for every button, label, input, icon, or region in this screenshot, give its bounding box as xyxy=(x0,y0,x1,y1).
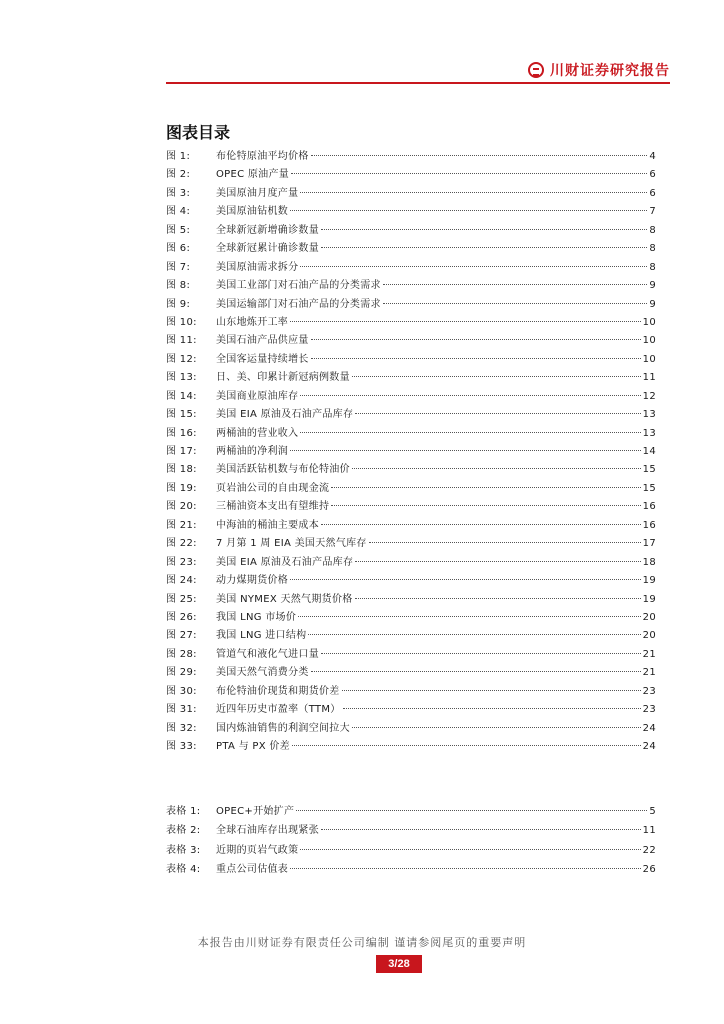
toc-entry-title: 三桶油资本支出有望维持 xyxy=(216,501,330,513)
tables-list xyxy=(166,803,656,881)
toc-entry-label: 图 20: xyxy=(166,501,197,513)
toc-entry-page: 6 xyxy=(649,187,656,199)
toc-entry-page: 9 xyxy=(649,298,656,310)
toc-entry-page: 5 xyxy=(649,806,656,817)
toc-leader xyxy=(355,413,640,414)
toc-entry[interactable] xyxy=(166,351,656,369)
toc-entry[interactable] xyxy=(166,388,656,406)
toc-entry[interactable] xyxy=(166,296,656,314)
toc-leader xyxy=(300,266,647,267)
page-header xyxy=(166,58,670,84)
toc-entry-title: 管道气和液化气进口量 xyxy=(216,648,319,660)
toc-entry-title: 日、美、印累计新冠病例数量 xyxy=(216,372,350,384)
toc-entry-label: 图 33: xyxy=(166,741,197,752)
toc-leader xyxy=(300,192,647,193)
toc-entry-page: 23 xyxy=(642,685,656,697)
toc-entry-title: 近四年历史市盈率（TTM） xyxy=(216,704,341,716)
toc-entry-label: 图 6: xyxy=(166,243,191,255)
figures-list xyxy=(166,148,656,756)
toc-leader xyxy=(311,339,641,340)
toc-entry-label: 图 12: xyxy=(166,353,197,365)
toc-entry[interactable] xyxy=(166,480,656,498)
toc-entry-label: 表格 4: xyxy=(166,864,201,876)
toc-entry-label: 图 16: xyxy=(166,427,197,439)
toc-entry-page: 17 xyxy=(642,538,656,550)
toc-leader xyxy=(352,376,641,377)
toc-title: 图表目录 xyxy=(166,123,231,142)
toc-leader xyxy=(290,210,647,211)
toc-entry-page: 24 xyxy=(642,722,656,734)
toc-leader xyxy=(300,395,640,396)
toc-entry[interactable] xyxy=(166,222,656,240)
toc-entry-page: 8 xyxy=(649,224,656,236)
toc-entry-page: 4 xyxy=(649,151,656,162)
toc-entry-label: 图 28: xyxy=(166,648,197,660)
toc-leader xyxy=(292,745,641,746)
toc-leader xyxy=(291,173,647,174)
toc-entry-label: 表格 3: xyxy=(166,844,201,856)
toc-leader xyxy=(352,468,641,469)
toc-entry-label: 图 11: xyxy=(166,335,197,347)
toc-entry-title: 重点公司估值表 xyxy=(216,864,289,876)
toc-entry-page: 13 xyxy=(642,427,656,439)
toc-entry-title: 布伦特油价现货和期货价差 xyxy=(216,685,340,697)
toc-entry-title: 山东地炼开工率 xyxy=(216,316,289,328)
toc-entry[interactable] xyxy=(166,148,656,166)
header-divider xyxy=(166,82,670,84)
toc-leader xyxy=(331,487,640,488)
toc-leader xyxy=(321,229,647,230)
toc-entry[interactable] xyxy=(166,842,656,861)
toc-entry-label: 图 21: xyxy=(166,519,197,531)
toc-entry-label: 图 5: xyxy=(166,224,191,236)
toc-entry-title: 中海油的桶油主要成本 xyxy=(216,519,319,531)
toc-leader xyxy=(290,868,641,869)
toc-entry-label: 图 9: xyxy=(166,298,191,310)
toc-entry-label: 图 1: xyxy=(166,151,191,162)
toc-entry-label: 图 19: xyxy=(166,482,197,494)
toc-entry-label: 图 32: xyxy=(166,722,197,734)
footer-disclaimer: 本报告由川财证券有限责任公司编制 谨请参阅尾页的重要声明 xyxy=(197,936,527,949)
toc-entry-title: 国内炼油销售的利润空间拉大 xyxy=(216,722,350,734)
toc-leader xyxy=(383,284,648,285)
toc-entry[interactable] xyxy=(166,822,656,841)
toc-entry-title: 动力煤期货价格 xyxy=(216,575,289,587)
toc-entry[interactable] xyxy=(166,627,656,645)
toc-leader xyxy=(290,579,641,580)
toc-entry-page: 9 xyxy=(649,280,656,292)
toc-entry-title: 全球石油库存出现紧张 xyxy=(216,825,319,837)
toc-entry-page: 10 xyxy=(642,316,656,328)
toc-entry[interactable] xyxy=(166,861,656,880)
toc-entry-label: 图 15: xyxy=(166,409,197,421)
toc-leader xyxy=(290,450,641,451)
toc-entry[interactable] xyxy=(166,591,656,609)
toc-entry-page: 20 xyxy=(642,630,656,642)
toc-entry-page: 16 xyxy=(642,519,656,531)
toc-entry[interactable] xyxy=(166,425,656,443)
toc-entry[interactable] xyxy=(166,259,656,277)
toc-leader xyxy=(352,727,641,728)
toc-entry-label: 图 3: xyxy=(166,187,191,199)
toc-entry-label: 图 18: xyxy=(166,464,197,476)
toc-entry-label: 图 25: xyxy=(166,593,197,605)
toc-leader xyxy=(383,303,648,304)
toc-entry[interactable] xyxy=(166,240,656,258)
toc-entry-title: OPEC+开始扩产 xyxy=(216,806,295,817)
toc-entry[interactable] xyxy=(166,166,656,184)
toc-entry[interactable] xyxy=(166,609,656,627)
toc-entry-label: 图 7: xyxy=(166,261,191,273)
toc-entry-title: 全球新冠新增确诊数量 xyxy=(216,224,319,236)
toc-entry[interactable] xyxy=(166,185,656,203)
toc-entry-title: PTA 与 PX 价差 xyxy=(216,741,290,752)
toc-entry[interactable] xyxy=(166,406,656,424)
toc-entry-title: 全国客运量持续增长 xyxy=(216,353,309,365)
toc-entry-title: 两桶油的净利润 xyxy=(216,446,289,457)
toc-leader xyxy=(300,432,640,433)
toc-leader xyxy=(300,849,640,850)
toc-entry-title: 美国活跃钻机数与布伦特油价 xyxy=(216,464,350,476)
toc-entry-page: 24 xyxy=(642,741,656,752)
toc-entry-page: 11 xyxy=(642,372,656,384)
toc-leader xyxy=(296,810,647,811)
toc-entry-title: 近期的页岩气政策 xyxy=(216,844,299,856)
toc-entry-label: 图 14: xyxy=(166,390,197,402)
toc-entry-page: 19 xyxy=(642,593,656,605)
toc-entry-label: 图 13: xyxy=(166,372,197,384)
toc-entry[interactable] xyxy=(166,203,656,221)
toc-entry-title: 布伦特原油平均价格 xyxy=(216,151,309,162)
brand-logo-icon xyxy=(528,62,544,78)
toc-entry-title: 全球新冠累计确诊数量 xyxy=(216,243,319,255)
toc-entry-label: 图 2: xyxy=(166,169,191,181)
toc-entry-page: 8 xyxy=(649,243,656,255)
toc-leader xyxy=(331,505,640,506)
toc-leader xyxy=(308,634,640,635)
toc-entry-label: 图 31: xyxy=(166,704,197,716)
toc-entry-title: 美国原油钻机数 xyxy=(216,206,289,218)
toc-entry-page: 8 xyxy=(649,261,656,273)
toc-entry-page: 12 xyxy=(642,390,656,402)
toc-entry-page: 18 xyxy=(642,556,656,568)
toc-leader xyxy=(321,247,647,248)
toc-entry-label: 图 8: xyxy=(166,280,191,292)
toc-entry-page: 26 xyxy=(642,864,656,876)
toc-entry-title: OPEC 原油产量 xyxy=(216,169,290,181)
toc-entry-label: 表格 1: xyxy=(166,806,201,817)
toc-entry[interactable] xyxy=(166,572,656,590)
page-indicator: 3/28 xyxy=(376,955,422,973)
toc-entry-title: 美国 EIA 原油及石油产品库存 xyxy=(216,409,354,421)
toc-entry-title: 我国 LNG 进口结构 xyxy=(216,630,307,642)
brand xyxy=(528,60,670,80)
toc-leader xyxy=(343,708,641,709)
toc-leader xyxy=(321,524,641,525)
toc-entry[interactable] xyxy=(166,738,656,756)
toc-entry[interactable] xyxy=(166,461,656,479)
toc-entry-label: 图 29: xyxy=(166,667,197,679)
toc-leader xyxy=(311,155,648,156)
toc-entry-title: 美国原油需求拆分 xyxy=(216,261,299,273)
toc-leader xyxy=(342,690,641,691)
toc-entry-title: 美国运输部门对石油产品的分类需求 xyxy=(216,298,381,310)
toc-entry[interactable] xyxy=(166,498,656,516)
toc-entry-label: 图 17: xyxy=(166,446,197,457)
toc-leader xyxy=(355,561,640,562)
toc-entry-label: 图 30: xyxy=(166,685,197,697)
toc-entry-title: 美国石油产品供应量 xyxy=(216,335,309,347)
toc-leader xyxy=(355,598,641,599)
toc-entry-title: 我国 LNG 市场价 xyxy=(216,611,297,623)
toc-entry-label: 表格 2: xyxy=(166,825,201,837)
toc-entry-page: 15 xyxy=(642,482,656,494)
toc-entry-title: 美国 NYMEX 天然气期货价格 xyxy=(216,593,353,605)
toc-entry[interactable] xyxy=(166,554,656,572)
toc-leader xyxy=(311,671,641,672)
toc-entry-page: 19 xyxy=(642,575,656,587)
toc-entry-title: 两桶油的营业收入 xyxy=(216,427,299,439)
toc-entry-title: 美国商业原油库存 xyxy=(216,390,299,402)
toc-leader xyxy=(298,616,641,617)
toc-entry-label: 图 26: xyxy=(166,611,197,623)
toc-entry-page: 22 xyxy=(642,844,656,856)
toc-entry[interactable] xyxy=(166,443,656,461)
toc-entry-page: 10 xyxy=(642,335,656,347)
toc-entry-title: 美国工业部门对石油产品的分类需求 xyxy=(216,280,381,292)
toc-entry[interactable] xyxy=(166,369,656,387)
toc-leader xyxy=(369,542,641,543)
toc-entry-title: 页岩油公司的自由现金流 xyxy=(216,482,330,494)
toc-entry-page: 20 xyxy=(642,611,656,623)
toc-entry-page: 16 xyxy=(642,501,656,513)
toc-entry[interactable] xyxy=(166,517,656,535)
toc-entry-label: 图 24: xyxy=(166,575,197,587)
toc-entry-label: 图 22: xyxy=(166,538,197,550)
toc-entry-page: 14 xyxy=(642,446,656,457)
toc-entry-label: 图 10: xyxy=(166,316,197,328)
toc-leader xyxy=(311,358,641,359)
toc-entry-page: 11 xyxy=(642,825,656,837)
toc-entry-label: 图 4: xyxy=(166,206,191,218)
toc-leader xyxy=(321,653,641,654)
toc-entry[interactable] xyxy=(166,314,656,332)
toc-entry-page: 7 xyxy=(649,206,656,218)
toc-entry-page: 21 xyxy=(642,667,656,679)
toc-entry[interactable] xyxy=(166,332,656,350)
toc-entry[interactable] xyxy=(166,803,656,822)
toc-entry-title: 7 月第 1 周 EIA 美国天然气库存 xyxy=(216,538,367,550)
toc-entry[interactable] xyxy=(166,535,656,553)
toc-entry-label: 图 23: xyxy=(166,556,197,568)
toc-entry[interactable] xyxy=(166,664,656,682)
toc-leader xyxy=(290,321,641,322)
toc-entry[interactable] xyxy=(166,277,656,295)
toc-entry-page: 15 xyxy=(642,464,656,476)
toc-entry-title: 美国天然气消费分类 xyxy=(216,667,309,679)
toc-entry-page: 23 xyxy=(642,704,656,716)
toc-entry-title: 美国 EIA 原油及石油产品库存 xyxy=(216,556,354,568)
toc-leader xyxy=(321,829,641,830)
toc-entry[interactable] xyxy=(166,683,656,701)
toc-entry[interactable] xyxy=(166,701,656,719)
toc-entry-page: 13 xyxy=(642,409,656,421)
toc-entry-page: 21 xyxy=(642,648,656,660)
toc-entry-page: 6 xyxy=(649,169,656,181)
brand-name: 川财证券研究报告 xyxy=(550,63,670,79)
toc-entry-label: 图 27: xyxy=(166,630,197,642)
toc-entry[interactable] xyxy=(166,720,656,738)
toc-entry-page: 10 xyxy=(642,353,656,365)
toc-entry-title: 美国原油月度产量 xyxy=(216,187,299,199)
toc-entry[interactable] xyxy=(166,646,656,664)
